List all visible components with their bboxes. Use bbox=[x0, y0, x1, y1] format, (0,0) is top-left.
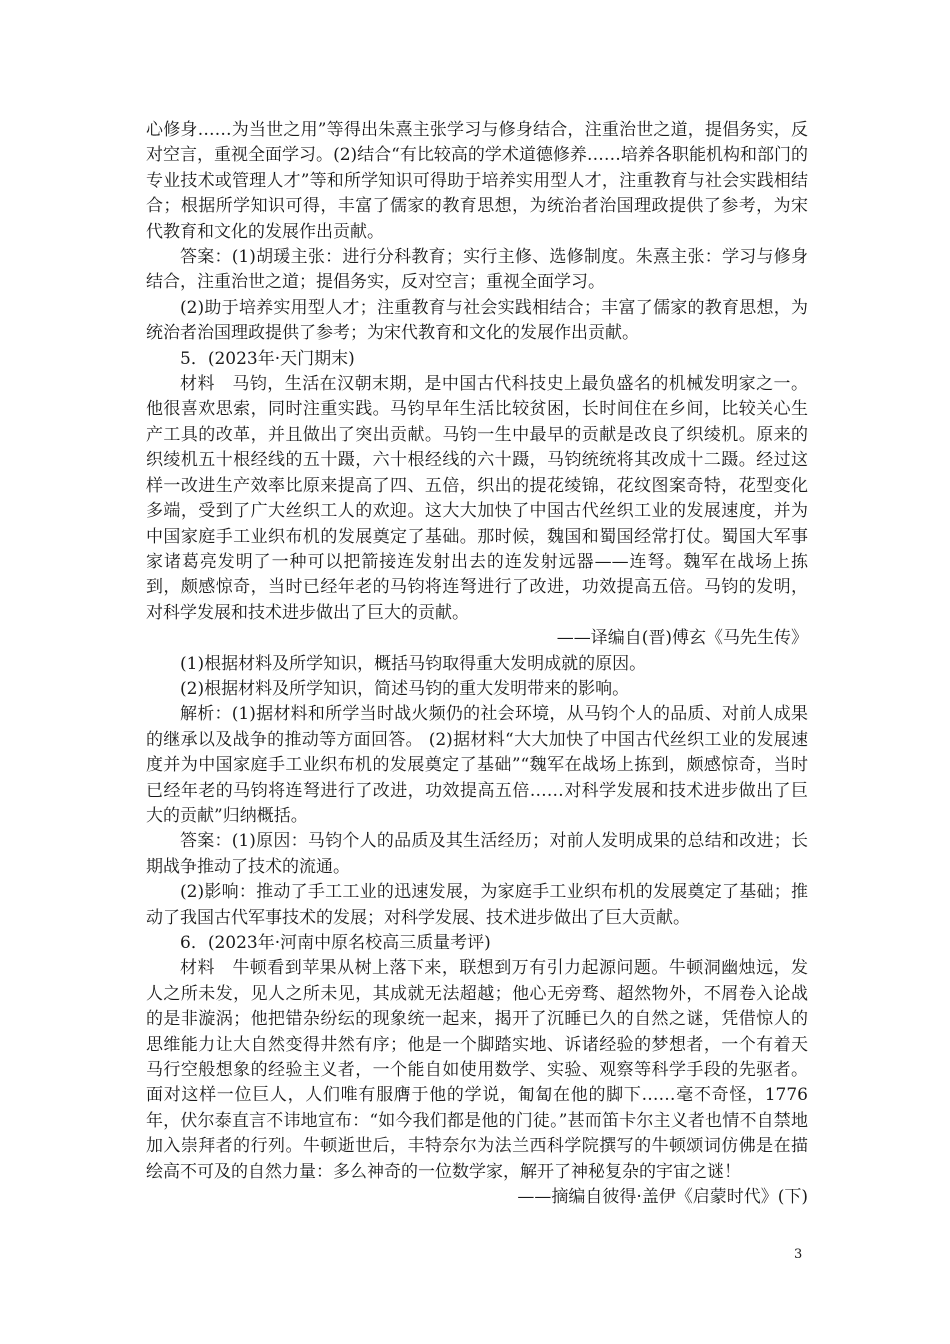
paragraph: 心修身……为当世之用”等得出朱熹主张学习与修身结合，注重治世之道，提倡务实，反对空言，重视全面学习。(2)结合“有比较高的学术道德修养……培养各职能机构和部门的专业技术或管理人才”等和所学知识可得助于培养实用型人才，注重教育与社会实践相结合；根据所学知识可得，丰富了儒家的教育思想，为统治者治国理政提供了参考，为宋代教育和文化的发展作出贡献。 bbox=[146, 120, 808, 242]
paragraph: (2)助于培养实用型人才；注重教育与社会实践相结合；丰富了儒家的教育思想，为统治者治国理政提供了参考；为宋代教育和文化的发展作出贡献。 bbox=[146, 297, 808, 344]
paragraph: 材料 马钧，生活在汉朝末期，是中国古代科技史上最负盛名的机械发明家之一。他很喜欢思索，同时注重实践。马钧早年生活比较贫困，长时间住在乡间，比较关心生产工具的改革，并且做出了突出贡献。马钧一生中最早的贡献是改良了织绫机。原来的织绫机五十根经线的五十蹑，六十根经线的六十蹑，马钧统统将其改成十二蹑。经过这样一改进生产效率比原来提高了四、五倍，织出的提花绫锦，花纹图案奇特，花型变化多端，受到了广大丝织工人的欢迎。这大大加快了中国古代丝织工业的发展速度，并为中国家庭手工业织布机的发展奠定了基础。那时候，魏国和蜀国经常打仗。蜀国大军事家诸葛亮发明了一种可以把箭接连发射出去的连发射远器——连弩。魏军在战场上拣到，颇感惊奇，当时已经年老的马钧将连弩进行了改进，功效提高五倍。马钧的发明，对科学发展和技术进步做出了巨大的贡献。 bbox=[146, 374, 808, 623]
paragraph: 6．(2023年·河南中原名校高三质量考评) bbox=[180, 933, 491, 953]
page-number: 3 bbox=[794, 1247, 803, 1262]
paragraph: (1)根据材料及所学知识，概括马钧取得重大发明成就的原因。 bbox=[180, 653, 647, 674]
paragraph: 材料 牛顿看到苹果从树上落下来，联想到万有引力起源问题。牛顿洞幽烛远，发人之所未发，见人之所未见，其成就无法超越；他心无旁骛、超然物外，不屑卷入论战的是非漩涡；他把错杂纷纭的现象统一起来，揭开了沉睡已久的自然之谜，凭借惊人的思维能力让大自然变得井然有序；他是一个脚踏实地、诉诸经验的梦想者，一个有着天马行空般想象的经验主义者，一个能自如使用数学、实验、观察等科学手段的先驱者。面对这样一位巨人，人们唯有服膺于他的学说，匍匐在他的脚下……毫不奇怪，1776年，伏尔泰直言不讳地宣布：“如今我们都是他的门徒。”甚而笛卡尔主义者也情不自禁地加入崇拜者的行列。牛顿逝世后，丰特奈尔为法兰西科学院撰写的牛顿颂词仿佛是在描绘高不可及的自然力量：多么神奇的一位数学家，解开了神秘复杂的宇宙之谜！ bbox=[146, 958, 808, 1182]
source-citation: ——摘编自彼得·盖伊《启蒙时代》(下) bbox=[517, 1187, 808, 1208]
paragraph: (2)影响：推动了手工工业的迅速发展，为家庭手工业织布机的发展奠定了基础；推动了我国古代军事技术的发展；对科学发展、技术进步做出了巨大贡献。 bbox=[146, 882, 808, 928]
paragraph: 5．(2023年·天门期末) bbox=[180, 348, 355, 369]
paragraph: (2)根据材料及所学知识，简述马钧的重大发明带来的影响。 bbox=[180, 678, 630, 699]
source-citation: ——译编自(晋)傅玄《马先生传》 bbox=[556, 628, 808, 649]
paragraph: 答案：(1)原因：马钧个人的品质及其生活经历；对前人发明成果的总结和改进；长期战争推动了技术的流通。 bbox=[146, 831, 808, 877]
paragraph: 答案：(1)胡瑗主张：进行分科教育；实行主修、选修制度。朱熹主张：学习与修身结合，注重治世之道；提倡务实，反对空言；重视全面学习。 bbox=[146, 247, 808, 293]
paragraph: 解析：(1)据材料和所学当时战火频仍的社会环境，从马钧个人的品质、对前人成果的继承以及战争的推动等方面回答。 (2)据材料“大大加快了中国古代丝织工业的发展速度并为中国家庭手工业织布机的发展奠定了基础”“魏军在战场上拣到，颇感惊奇，当时已经年老的马钧将连弩进行了改进，功效提高五倍……对科学发展和技术进步做出了巨大的贡献”归纳概括。 bbox=[146, 704, 808, 826]
page-content bbox=[146, 118, 808, 1210]
